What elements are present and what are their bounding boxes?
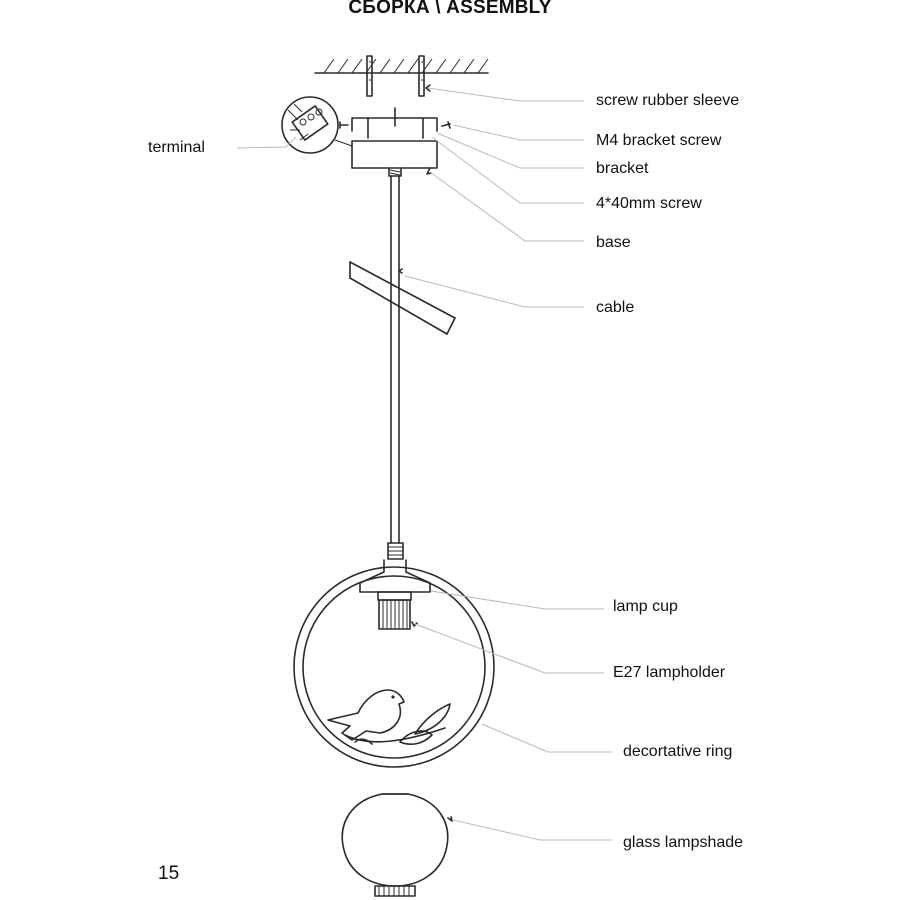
leader-lines — [237, 88, 612, 840]
cable-gland — [388, 543, 403, 559]
glass-lampshade — [342, 794, 452, 896]
label-decorative-ring: decortative ring — [623, 743, 733, 760]
page-title: СБОРКА \ ASSEMBLY — [348, 0, 552, 18]
ceiling — [315, 59, 488, 73]
label-4x40mm-screw: 4*40mm screw — [596, 195, 702, 212]
label-lamp-cup: lamp cup — [613, 598, 678, 615]
label-glass-lampshade: glass lampshade — [623, 834, 744, 851]
screw-rubber-sleeves — [367, 56, 430, 96]
labels — [148, 92, 743, 851]
cable — [350, 176, 455, 543]
label-e27-lampholder: E27 lampholder — [613, 664, 726, 681]
label-cable: cable — [596, 299, 635, 316]
label-terminal: terminal — [148, 139, 205, 156]
bird-on-branch — [328, 690, 450, 744]
label-base: base — [596, 234, 631, 251]
base — [352, 141, 437, 176]
label-bracket: bracket — [596, 160, 649, 177]
label-m4-bracket-screw: M4 bracket screw — [596, 132, 722, 149]
label-screw-rubber-sleeve: screw rubber sleeve — [596, 92, 740, 109]
bracket — [340, 108, 450, 138]
page-number: 15 — [158, 863, 180, 884]
decorative-ring — [294, 567, 494, 767]
